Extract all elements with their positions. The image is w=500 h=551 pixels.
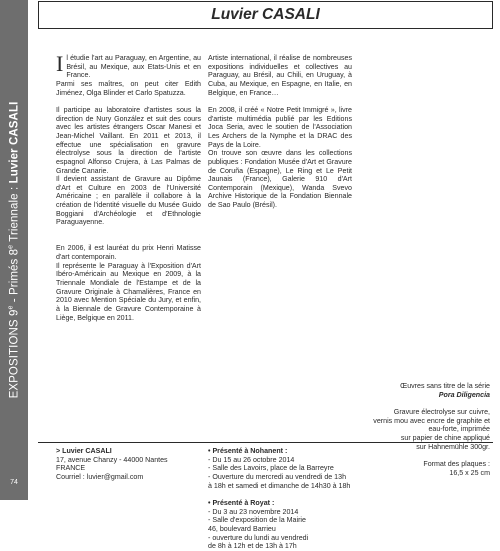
contact-street: 17, avenue Chanzy - 44000 Nantes	[56, 455, 168, 464]
expo-nohanent-dates: - Du 15 au 26 octobre 2014	[208, 455, 295, 464]
caption-series-intro: Œuvres sans titre de la série	[400, 382, 490, 390]
bio-paragraph-1-text: l étudie l'art au Paraguay, en Argentine, au Brésil, au Mexique, aux Etats-Unis et en France.	[66, 54, 201, 80]
bio-paragraph-4: Il devient assistant de Gravure au Dipôme d'Art et Culture en 2003 de l'Université Américaine ; en parallèle il collabore à la création de l'identité visuelle du Musée Guido Boggiani d'Archéologie et d'Ethnologie Paraguayenne.	[56, 175, 201, 227]
contact-email: Courriel : luvier@gmail.com	[56, 472, 144, 481]
expo-royat-venue: - Salle d'exposition de la Mairie	[208, 516, 306, 525]
caption-format-value: 16,5 x 25 cm	[449, 468, 490, 477]
sidebar-suffix: Triennale :	[8, 183, 21, 245]
bio-paragraph-7: Artiste international, il réalise de nombreuses expositions individuelles et collectives au Paraguay, au Brésil, au Chili, en Uruguay, à Cuba, au Mexique, en Espagne, en Italie, en Belgique, en France…	[208, 54, 352, 97]
contact-name: > Luvier CASALI	[56, 447, 112, 455]
caption-series-name: Pora Diligencia	[438, 390, 490, 399]
sidebar-sup: e	[7, 305, 15, 310]
bio-paragraph-9: On trouve son œuvre dans les collections publiques : Fondation Musée d'Art et Gravure de Coruña (Espagne), Le Ring et Le Petit Jaunais (France), Galerie 910 d'Art Contemporain (Mexique), Wanda Svevo Archive Historique de la Fondation Biennale de Sao Paulo (Brésil).	[208, 149, 352, 210]
caption-desc-1: Gravure électrolyse sur cuivre,	[393, 407, 490, 416]
biography-column-2	[208, 54, 352, 210]
footer-divider	[38, 442, 493, 443]
bio-paragraph-6: Il représente le Paraguay à l'Exposition d'Art Ibéro-Américain au Mexique en 2009, à la Triennale Mondiale de l'Estampe et de la Gravure Originale à Chamalières, France en 2010 avec Mention Spéciale du Jury, et enfin, à la Biennale de Gravure Contemporaine à Liège, Belgique en 2011.	[56, 261, 201, 322]
exhibition-info	[208, 447, 358, 551]
contact-country: FRANCE	[56, 464, 86, 473]
expo-nohanent-hours-1: - Ouverture du mercredi au vendredi de 13h	[208, 472, 347, 481]
sidebar-middle: - Primés 8	[8, 248, 21, 306]
sidebar	[0, 0, 28, 500]
bio-paragraph-1	[56, 51, 201, 80]
caption-desc-3: sur papier de chine appliqué	[400, 433, 490, 442]
bio-paragraph-2: Parmi ses maîtres, on peut citer Edith Jiménez, Olga Blinder et Carlo Spatuzza.	[56, 79, 201, 97]
caption-desc-4: sur Hahnemühle 300gr.	[416, 442, 490, 451]
artwork-caption	[362, 382, 490, 477]
expo-nohanent-title: • Présenté à Nohanent :	[208, 447, 288, 455]
expo-royat-hours-1: - ouverture du lundi au vendredi	[208, 533, 309, 542]
expo-royat-dates: - Du 3 au 23 novembre 2014	[208, 507, 299, 516]
page-number: 74	[10, 479, 18, 486]
caption-desc-2: vernis mou avec encre de graphite et eau-forte, imprimée	[373, 416, 490, 434]
sidebar-artist: Luvier CASALI	[8, 101, 21, 184]
sidebar-prefix: EXPOSITIONS 9	[8, 309, 21, 399]
page-title: Luvier CASALI	[211, 6, 320, 23]
sidebar-title	[8, 102, 21, 399]
expo-royat-hours-2: de 8h à 12h et de 13h à 17h	[208, 542, 297, 551]
expo-royat-address: 46, boulevard Barrieu	[208, 524, 276, 533]
biography-column-1	[56, 51, 201, 322]
expo-royat-title: • Présenté à Royat :	[208, 498, 275, 507]
contact-block	[56, 447, 196, 482]
title-box	[38, 1, 493, 29]
caption-format-label: Format des plaques :	[423, 459, 490, 468]
dropcap: I	[56, 51, 64, 76]
bio-paragraph-5: En 2006, il est lauréat du prix Henri Matisse d'art contemporain.	[56, 244, 201, 262]
bio-paragraph-8: En 2008, il créé « Notre Petit Immigré », livre d'artiste multimédia publié par les Editions Joca Seria, avec le soutien de l'Association Les Archers de la Nymphe et la DRAC des Pays de la Loire.	[208, 105, 352, 149]
expo-nohanent-venue: - Salle des Lavoirs, place de la Barreyre	[208, 464, 334, 473]
expo-nohanent-hours-2: à 18h et samedi et dimanche de 14h30 à 18h	[208, 481, 351, 490]
sidebar-sup2: e	[7, 244, 15, 249]
bio-paragraph-3: Il participe au laboratoire d'artistes sous la direction de Nury González et suit des cours avec les artistes étrangers Oscar Manesi et Jean-Michel Vaillant. En 2011 et 2013, il effectue une spécialisation en gravure électrolyse sous la direction de l'artiste espagnol Alfonso Crujera, à Las Palmas de Grande Canarie.	[56, 105, 201, 175]
